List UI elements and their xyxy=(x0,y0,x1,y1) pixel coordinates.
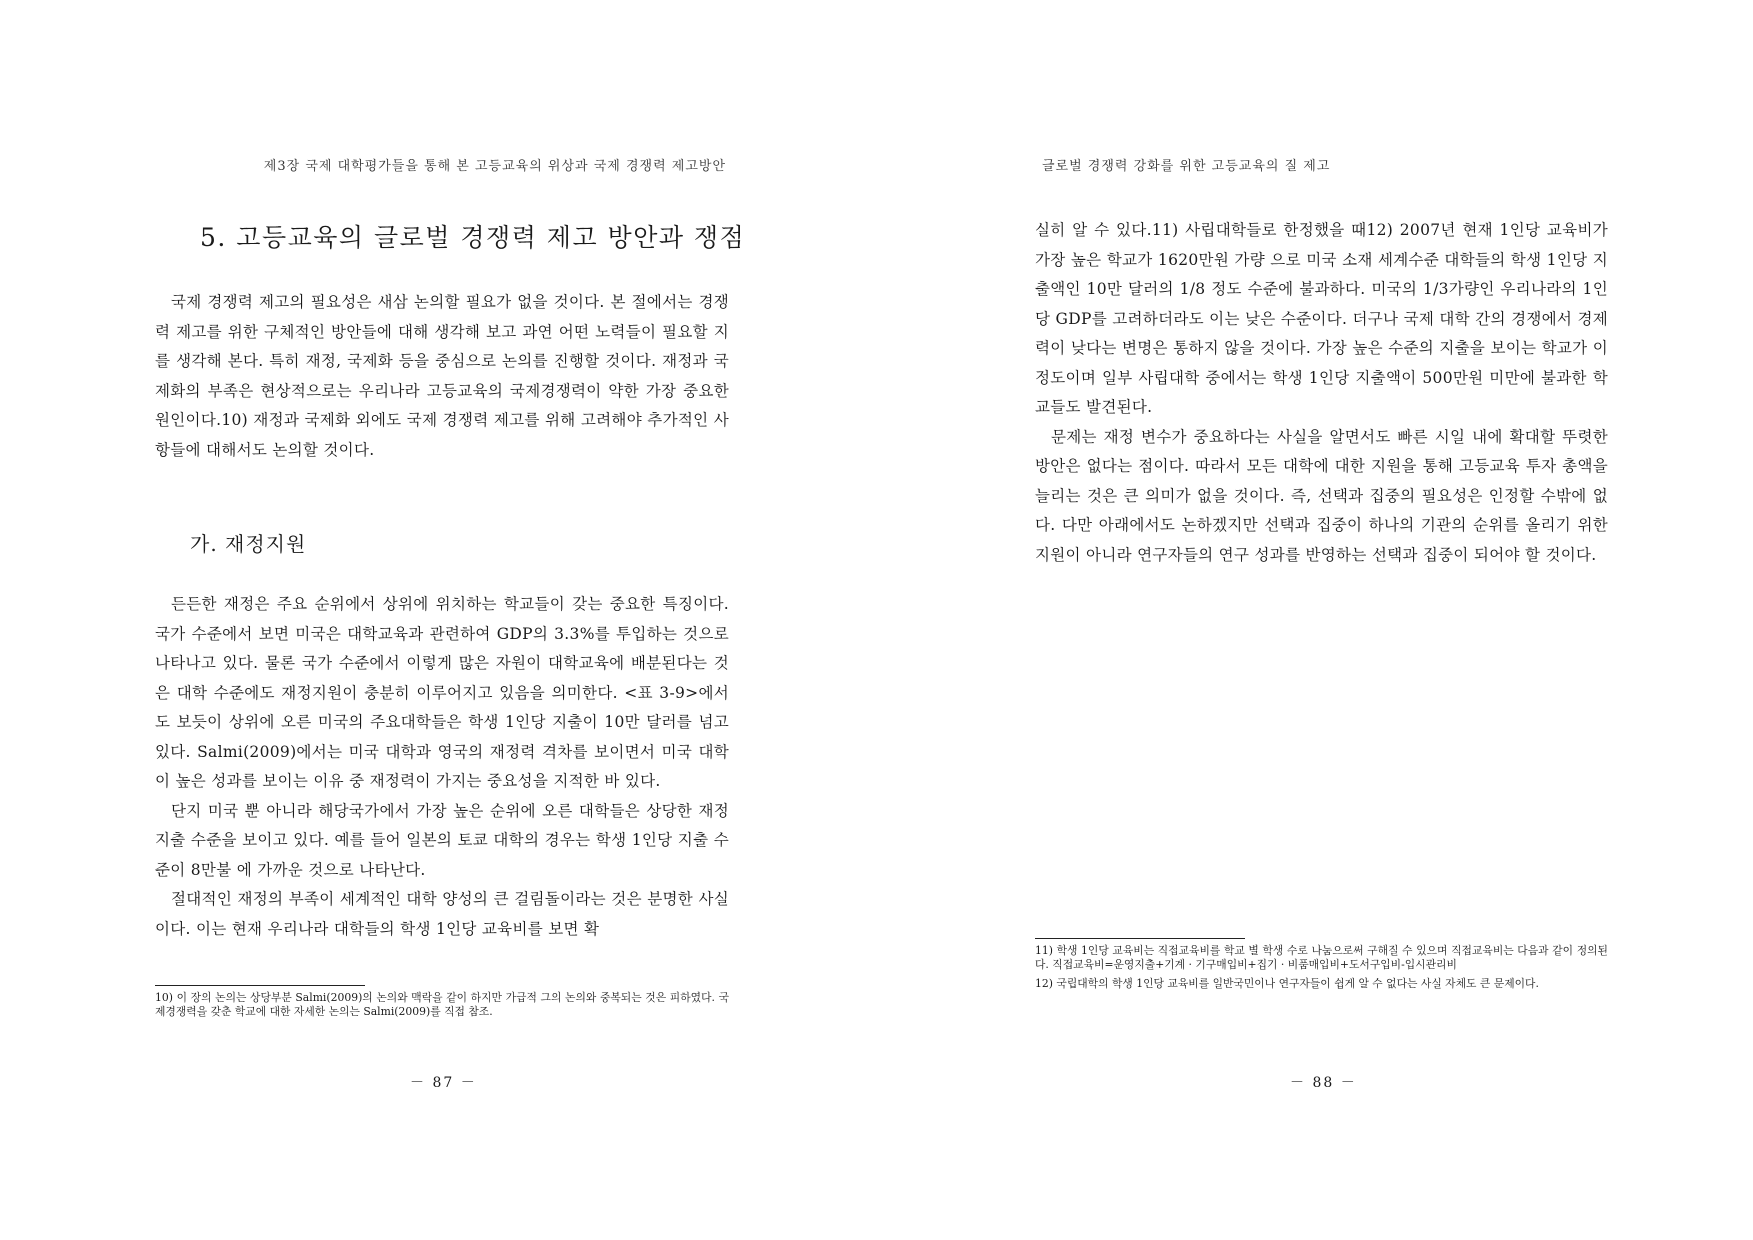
finance-text xyxy=(155,590,729,944)
footnote: 12) 국립대학의 학생 1인당 교육비를 일반국민이나 연구자들이 쉽게 알 수 없다는 사실 자체도 큰 문제이다. xyxy=(1035,977,1539,990)
paragraph: 문제는 재정 변수가 중요하다는 사실을 알면서도 빠른 시일 내에 확대할 뚜렷한 방안은 없다는 점이다. 따라서 모든 대학에 대한 지원을 통해 고등교육 투자 총액을 늘리는 것은 큰 의미가 없을 것이다. 즉, 선택과 집중의 필요성은 인정할 수밖에 없다. 다만 아래에서도 논하겠지만 선택과 집중이 하나의 기관의 순위를 올리기 위한 지원이 아니라 연구자들의 연구 성과를 반영하는 선택과 집중이 되어야 할 것이다. xyxy=(1035,427,1608,564)
intro-text xyxy=(155,288,729,465)
footnote: 10) 이 장의 논의는 상당부분 Salmi(2009)의 논의와 맥락을 같이 하지만 가급적 그의 논의와 중복되는 것은 피하였다. 국제경쟁력을 갖춘 학교에 대한 자세한 논의는 Salmi(2009)를 직접 참조. xyxy=(155,991,729,1018)
footnote: 11) 학생 1인당 교육비는 직접교육비를 학교 별 학생 수로 나눔으로써 구해질 수 있으며 직접교육비는 다음과 같이 정의된다. 직접교육비=운영지출+기계 · 기구매입비+집기 · 비품매입비+도서구입비-입시관리비 xyxy=(1035,944,1608,971)
footnote-divider xyxy=(1035,938,1245,939)
running-header: 글로벌 경쟁력 강화를 위한 고등교육의 질 제고 xyxy=(1042,159,1331,174)
page-number: － 88 － xyxy=(1290,1075,1357,1091)
paragraph: 실히 알 수 있다.11) 사립대학들로 한정했을 때12) 2007년 현재 1인당 교육비가 가장 높은 학교가 1620만원 가량 으로 미국 소재 세계수준 대학들의 학생 1인당 지출액인 10만 달러의 1/8 정도 수준에 불과하다. 미국의 1/3가량인 우리나라의 1인당 GDP를 고려하더라도 이는 낮은 수준이다. 더구나 국제 대학 간의 경쟁에서 경제력이 낮다는 변명은 통하지 않을 것이다. 가장 높은 수준의 지출을 보이는 학교가 이 정도이며 일부 사립대학 중에서는 학생 1인당 지출액이 500만원 미만에 불과한 학교들도 발견된다. xyxy=(1035,221,1608,416)
page-number: － 87 － xyxy=(410,1075,477,1091)
paragraph: 국제 경쟁력 제고의 필요성은 새삼 논의할 필요가 없을 것이다. 본 절에서는 경쟁력 제고를 위한 구체적인 방안들에 대해 생각해 보고 과연 어떤 노력들이 필요할 지를 생각해 본다. 특히 재정, 국제화 등을 중심으로 논의를 진행할 것이다. 재정과 국제화의 부족은 현상적으로는 우리나라 고등교육의 국제경쟁력이 약한 가장 중요한 원인이다.10) 재정과 국제화 외에도 국제 경쟁력 제고를 위해 고려해야 추가적인 사항들에 대해서도 논의할 것이다. xyxy=(155,293,729,459)
paragraph: 든든한 재정은 주요 순위에서 상위에 위치하는 학교들이 갖는 중요한 특징이다. 국가 수준에서 보면 미국은 대학교육과 관련하여 GDP의 3.3%를 투입하는 것으로 나타나고 있다. 물론 국가 수준에서 이렇게 많은 자원이 대학교육에 배분된다는 것은 대학 수준에도 재정지원이 충분히 이루어지고 있음을 의미한다. <표 3-9>에서도 보듯이 상위에 오른 미국의 주요대학들은 학생 1인당 지출이 10만 달러를 넘고 있다. Salmi(2009)에서는 미국 대학과 영국의 재정력 격차를 보이면서 미국 대학이 높은 성과를 보이는 이유 중 재정력이 가지는 중요성을 지적한 바 있다. xyxy=(155,595,729,790)
running-header: 제3장 국제 대학평가들을 통해 본 고등교육의 위상과 국제 경쟁력 제고방안 xyxy=(263,159,726,174)
paragraph: 절대적인 재정의 부족이 세계적인 대학 양성의 큰 걸림돌이라는 것은 분명한 사실이다. 이는 현재 우리나라 대학들의 학생 1인당 교육비를 보면 확 xyxy=(155,890,729,938)
footnotes xyxy=(1035,944,1608,996)
body-text xyxy=(1035,216,1608,570)
left-page xyxy=(0,0,876,1240)
section-title: 5. 고등교육의 글로벌 경쟁력 제고 방안과 쟁점 xyxy=(200,223,746,252)
paragraph: 단지 미국 뿐 아니라 해당국가에서 가장 높은 순위에 오른 대학들은 상당한 재정지출 수준을 보이고 있다. 예를 들어 일본의 토쿄 대학의 경우는 학생 1인당 지출 수준이 8만불 에 가까운 것으로 나타난다. xyxy=(155,801,729,879)
subsection-title: 가. 재정지원 xyxy=(190,532,307,556)
right-page xyxy=(877,0,1753,1240)
footnote-divider xyxy=(155,985,365,986)
footnotes xyxy=(155,991,729,1024)
